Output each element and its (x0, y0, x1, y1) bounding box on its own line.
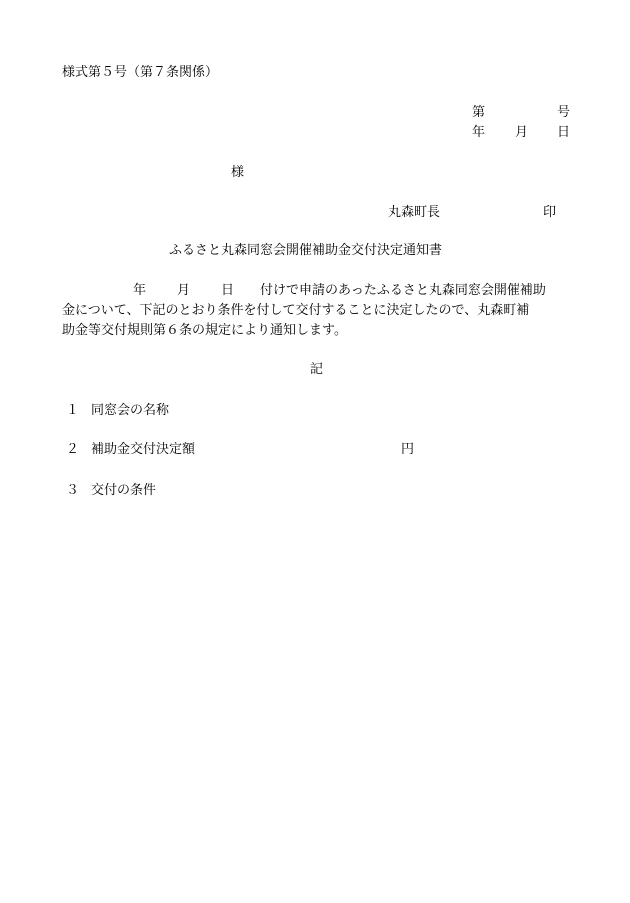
body-date-year: 年 (133, 283, 147, 298)
body-date-month: 月 (177, 283, 191, 298)
document-title: ふるさと丸森同窓会開催補助金交付決定通知書 (169, 243, 443, 258)
ki-heading: 記 (310, 362, 324, 377)
body-line-3: 助金等交付規則第６条の規定により通知します。 (62, 323, 347, 338)
issuer-title: 丸森町長 (388, 205, 441, 220)
item-label-conditions: 交付の条件 (91, 483, 157, 498)
doc-number-suffix: 号 (557, 105, 571, 120)
doc-number-prefix: 第 (472, 105, 486, 120)
date-month-label: 月 (515, 125, 529, 140)
body-line-2: 金について、下記のとおり条件を付して交付することに決定したので、丸森町補 (62, 303, 530, 318)
date-year-label: 年 (472, 125, 486, 140)
body-line-1-text: 付けで申請のあったふるさと丸森同窓会開催補助 (260, 283, 546, 298)
body-paragraph (62, 284, 578, 344)
item-label-name: 同窓会の名称 (91, 403, 170, 418)
seal-mark: 印 (543, 205, 557, 220)
item-number: ３ (66, 483, 80, 498)
item-label-amount: 補助金交付決定額 (91, 442, 196, 457)
item-number: １ (66, 403, 80, 418)
recipient-suffix: 様 (231, 165, 245, 180)
body-date-day: 日 (221, 283, 235, 298)
form-label: 様式第５号（第７条関係） (62, 65, 219, 80)
date-day-label: 日 (557, 125, 571, 140)
item-number: ２ (66, 442, 80, 457)
item-amount-unit: 円 (401, 442, 415, 457)
